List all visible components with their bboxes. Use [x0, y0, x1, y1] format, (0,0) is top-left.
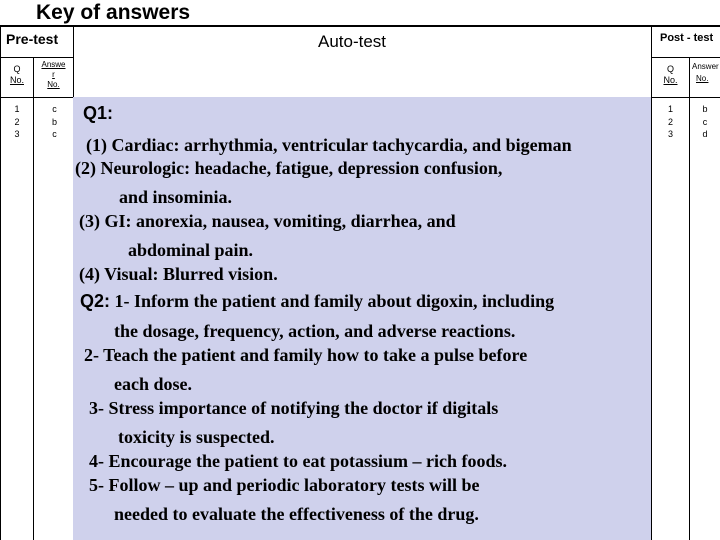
autotest-header: Auto-test [318, 32, 387, 51]
divider [0, 97, 73, 98]
answer-line: and insominia. [119, 187, 233, 207]
pretest-answer-header: Answe r No. [41, 60, 66, 89]
answer-line: (4) Visual: Blurred vision. [79, 264, 278, 284]
divider [0, 57, 73, 58]
posttest-answers: b c d [702, 104, 708, 139]
answer-line: toxicity is suspected. [118, 427, 275, 447]
pretest-answers: c b c [51, 104, 57, 139]
pretest-q-header: Q No. [9, 64, 24, 85]
pretest-header: Pre-test [6, 31, 59, 47]
posttest-header: Post - test [660, 32, 714, 44]
answer-line: 4- Encourage the patient to eat potassium – rich foods. [89, 451, 507, 471]
answer-line: 2- Teach the patient and family how to take a pulse before [84, 345, 528, 365]
divider [33, 57, 34, 540]
answer-line: Q2: 1- Inform the patient and family about digoxin, including [80, 291, 555, 311]
posttest-answer-header: Answer No. [692, 62, 719, 83]
posttest-q-numbers: 1 2 3 [667, 104, 673, 139]
answer-line: each dose. [114, 374, 192, 394]
answer-line: the dosage, frequency, action, and adverse reactions. [114, 321, 516, 341]
answer-line: needed to evaluate the effectiveness of the drug. [114, 504, 479, 524]
divider [651, 97, 720, 98]
answer-line: 3- Stress importance of notifying the doctor if digitals [89, 398, 499, 418]
answer-line: (3) GI: anorexia, nausea, vomiting, diarrhea, and [79, 211, 456, 231]
answer-line: 5- Follow – up and periodic laboratory tests will be [89, 475, 480, 495]
answer-line: (2) Neurologic: headache, fatigue, depression confusion, [75, 158, 503, 178]
page-title: Key of answers [36, 1, 191, 24]
answer-line: abdominal pain. [128, 240, 254, 260]
answer-line: (1) Cardiac: arrhythmia, ventricular tachycardia, and bigeman [86, 135, 572, 155]
divider [651, 57, 720, 58]
posttest-q-header: Q No. [663, 64, 678, 85]
answer-line: Q1: [83, 103, 114, 123]
pretest-q-numbers: 1 2 3 [14, 104, 20, 139]
